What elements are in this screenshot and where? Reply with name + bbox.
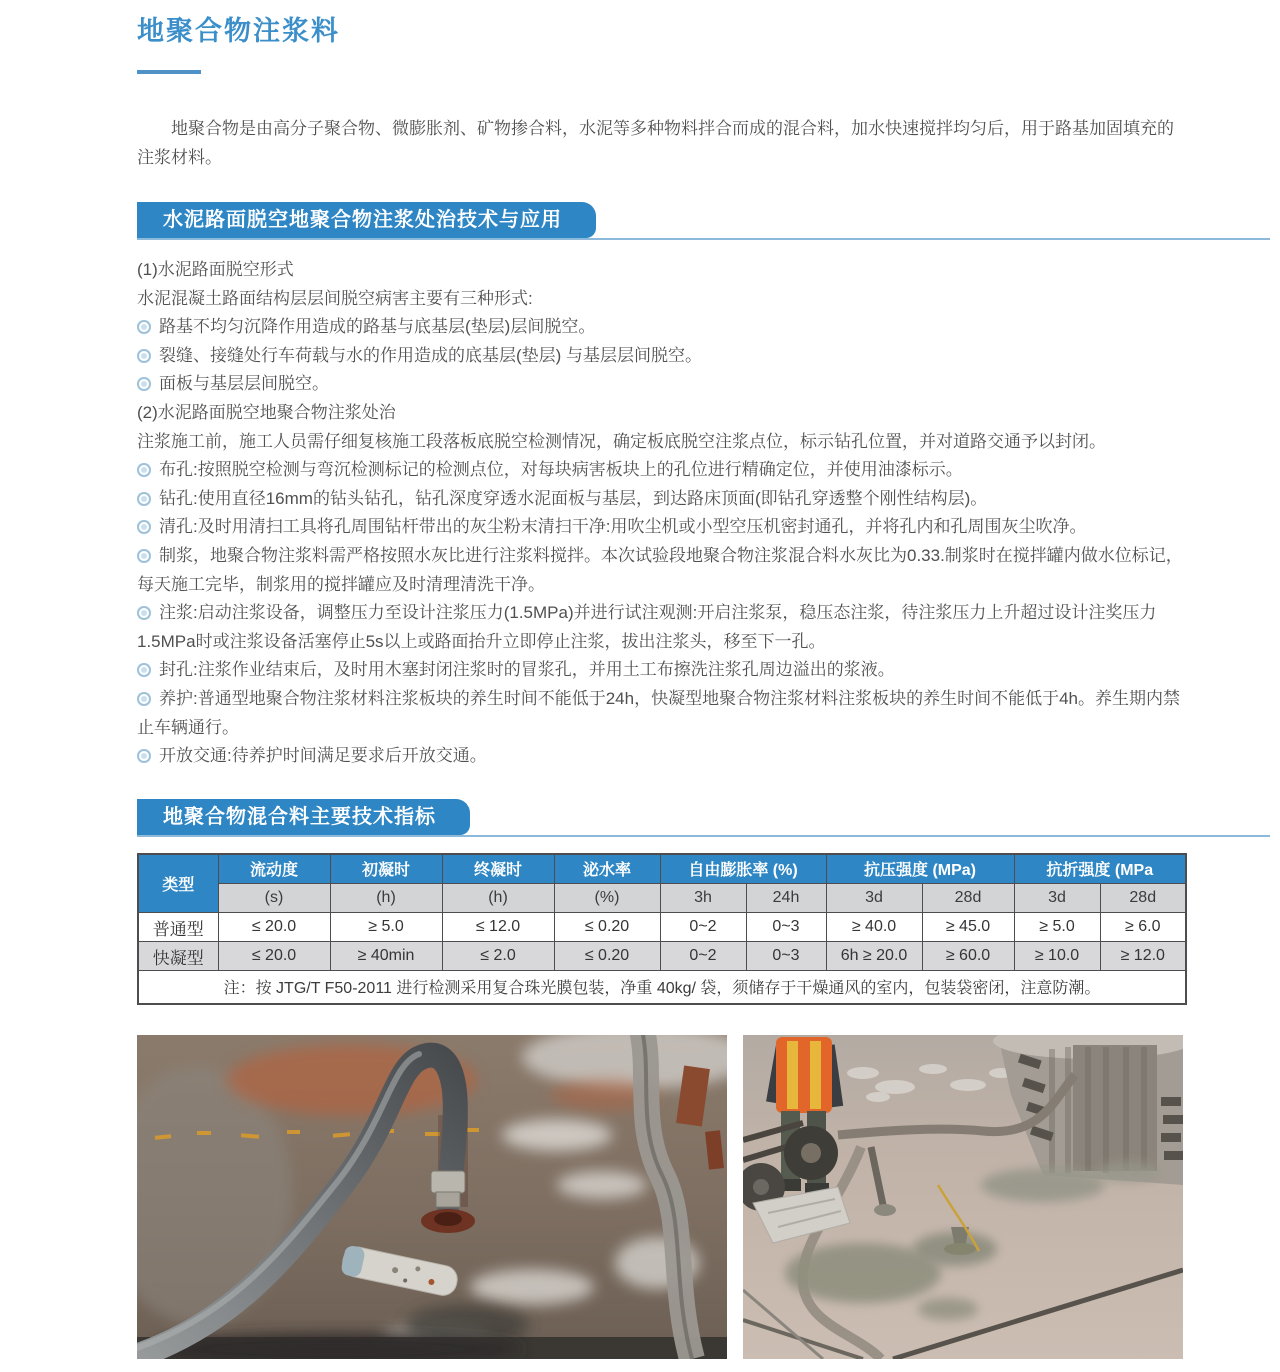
table-row bbox=[138, 942, 1186, 971]
table-cell: 0~3 bbox=[746, 913, 826, 942]
table-cell: 6h ≥ 20.0 bbox=[826, 942, 922, 971]
table-cell: ≤ 12.0 bbox=[442, 913, 554, 942]
table-cell: ≥ 10.0 bbox=[1014, 942, 1100, 971]
bullet-paragraph bbox=[137, 313, 1185, 342]
table-note: 注：按 JTG/T F50-2011 进行检测采用复合珠光膜包装，净重 40kg/ 袋，须储存于干燥通风的室内，包装袋密闭，注意防潮。 bbox=[138, 971, 1186, 1004]
ring-bullet-icon bbox=[137, 692, 151, 706]
table-cell: 普通型 bbox=[138, 913, 218, 942]
bullet-paragraph bbox=[137, 485, 1185, 514]
bullet-text: 封孔:注浆作业结束后，及时用木塞封闭注浆时的冒浆孔，并用土工布擦洗注浆孔周边溢出的浆液。 bbox=[159, 660, 895, 680]
section2-banner: 地聚合物混合料主要技术指标 bbox=[137, 799, 470, 835]
section1-banner-rule bbox=[137, 202, 1270, 240]
table-header-type: 类型 bbox=[138, 854, 218, 913]
ring-bullet-icon bbox=[137, 463, 151, 477]
bullet-text: 裂缝、接缝处行车荷载与水的作用造成的底基层(垫层) 与基层层间脱空。 bbox=[159, 345, 703, 365]
table-subheader: 28d bbox=[922, 884, 1014, 913]
table-header: 泌水率 bbox=[554, 854, 660, 884]
bullet-text: 制浆，地聚合物注浆料需严格按照水灰比进行注浆料搅拌。本次试验段地聚合物注浆混合料水灰比为0.33.制浆时在搅拌罐内做水位标记，每天施工完毕，制浆用的搅拌罐应及时清理清洗干净。 bbox=[137, 545, 1183, 594]
paragraph: (2)水泥路面脱空地聚合物注浆处治 bbox=[137, 402, 396, 422]
table-cell: ≤ 2.0 bbox=[442, 942, 554, 971]
ring-bullet-icon bbox=[137, 520, 151, 534]
table-subheader: 3d bbox=[1014, 884, 1100, 913]
table-header-group: 自由膨胀率 (%) bbox=[660, 854, 826, 884]
bullet-text: 清孔:及时用清扫工具将孔周围钻杆带出的灰尘粉末清扫干净:用吹尘机或小型空压机密封通孔，并将孔内和孔周围灰尘吹净。 bbox=[159, 517, 1087, 537]
table-subheader: (h) bbox=[330, 884, 442, 913]
table-header-group: 抗折强度 (MPa bbox=[1014, 854, 1186, 884]
table-cell: ≥ 5.0 bbox=[330, 913, 442, 942]
table-cell: ≥ 5.0 bbox=[1014, 913, 1100, 942]
table-cell: 快凝型 bbox=[138, 942, 218, 971]
table-cell: ≤ 0.20 bbox=[554, 942, 660, 971]
table-subheader: 3h bbox=[660, 884, 746, 913]
intro-paragraph: 地聚合物是由高分子聚合物、微膨胀剂、矿物掺合料，水泥等多种物料拌合而成的混合料，加水快速搅拌均匀后，用于路基加固填充的注浆材料。 bbox=[137, 119, 1174, 167]
bullet-text: 注浆:启动注浆设备，调整压力至设计注浆压力(1.5MPa)并进行试注观测:开启注浆泵，稳压态注浆，待注浆压力上升超过设计注奖压力1.5MPa时或注浆设备活塞停止5s以上或路面抬升立即停止注浆，拔出注浆头，移至下一孔。 bbox=[137, 603, 1157, 651]
bullet-text: 面板与基层层间脱空。 bbox=[159, 374, 329, 394]
table-cell: ≤ 20.0 bbox=[218, 913, 330, 942]
bullet-text: 养护:普通型地聚合物注浆材料注浆板块的养生时间不能低于24h，快凝型地聚合物注浆材料注浆板块的养生时间不能低于4h。养生期内禁止车辆通行。 bbox=[137, 688, 1180, 737]
paragraph: 水泥混凝土路面结构层层间脱空病害主要有三种形式: bbox=[137, 288, 533, 308]
section2-banner-rule bbox=[137, 799, 1270, 837]
table-subheader: (%) bbox=[554, 884, 660, 913]
section1-banner: 水泥路面脱空地聚合物注浆处治技术与应用 bbox=[137, 202, 596, 238]
bullet-paragraph bbox=[137, 456, 1185, 485]
table-cell: ≥ 6.0 bbox=[1100, 913, 1186, 942]
table-cell: ≥ 60.0 bbox=[922, 942, 1014, 971]
photo-strip bbox=[137, 1035, 1270, 1359]
bullet-paragraph bbox=[137, 370, 1185, 399]
table-row bbox=[138, 913, 1186, 942]
table-cell: ≥ 40min bbox=[330, 942, 442, 971]
ring-bullet-icon bbox=[137, 349, 151, 363]
section1-body bbox=[137, 256, 1185, 771]
table-header: 流动度 bbox=[218, 854, 330, 884]
bullet-paragraph bbox=[137, 742, 1185, 771]
bullet-paragraph bbox=[137, 685, 1185, 742]
table-header: 初凝时 bbox=[330, 854, 442, 884]
table-cell: 0~2 bbox=[660, 913, 746, 942]
spec-table bbox=[137, 853, 1187, 1005]
table-cell: 0~2 bbox=[660, 942, 746, 971]
ring-bullet-icon bbox=[137, 492, 151, 506]
table-subheader: (s) bbox=[218, 884, 330, 913]
bullet-paragraph bbox=[137, 656, 1185, 685]
ring-bullet-icon bbox=[137, 377, 151, 391]
ring-bullet-icon bbox=[137, 606, 151, 620]
table-subheader: 28d bbox=[1100, 884, 1186, 913]
ring-bullet-icon bbox=[137, 749, 151, 763]
bullet-text: 开放交通:待养护时间满足要求后开放交通。 bbox=[159, 746, 487, 766]
bullet-paragraph bbox=[137, 513, 1185, 542]
table-cell: 0~3 bbox=[746, 942, 826, 971]
bullet-text: 布孔:按照脱空检测与弯沉检测标记的检测点位，对每块病害板块上的孔位进行精确定位，并使用油漆标示。 bbox=[159, 460, 963, 480]
table-cell: ≤ 20.0 bbox=[218, 942, 330, 971]
table-subheader: 3d bbox=[826, 884, 922, 913]
bullet-paragraph bbox=[137, 542, 1185, 599]
table-subheader: (h) bbox=[442, 884, 554, 913]
ring-bullet-icon bbox=[137, 549, 151, 563]
grouting-worksite-worker-photo bbox=[743, 1035, 1183, 1359]
bullet-paragraph bbox=[137, 599, 1185, 656]
bullet-text: 路基不均匀沉降作用造成的路基与底基层(垫层)层间脱空。 bbox=[159, 317, 596, 337]
table-cell: ≥ 45.0 bbox=[922, 913, 1014, 942]
table-header: 终凝时 bbox=[442, 854, 554, 884]
paragraph: (1)水泥路面脱空形式 bbox=[137, 260, 294, 279]
paragraph: 注浆施工前，施工人员需仔细复核施工段落板底脱空检测情况，确定板底脱空注浆点位，标示钻孔位置，并对道路交通予以封闭。 bbox=[137, 431, 1106, 451]
bullet-text: 钻孔:使用直径16mm的钻头钻孔，钻孔深度穿透水泥面板与基层，到达路床顶面(即钻孔穿透整个刚性结构层)。 bbox=[159, 488, 988, 508]
grouting-hose-into-pavement-photo bbox=[137, 1035, 727, 1359]
table-cell: ≥ 12.0 bbox=[1100, 942, 1186, 971]
bullet-paragraph bbox=[137, 342, 1185, 371]
ring-bullet-icon bbox=[137, 663, 151, 677]
page-title: 地聚合物注浆料 bbox=[137, 16, 340, 46]
table-cell: ≤ 0.20 bbox=[554, 913, 660, 942]
table-header-group: 抗压强度 (MPa) bbox=[826, 854, 1014, 884]
table-note-row bbox=[138, 971, 1186, 1004]
title-underline bbox=[137, 70, 201, 74]
table-subheader: 24h bbox=[746, 884, 826, 913]
ring-bullet-icon bbox=[137, 320, 151, 334]
table-cell: ≥ 40.0 bbox=[826, 913, 922, 942]
